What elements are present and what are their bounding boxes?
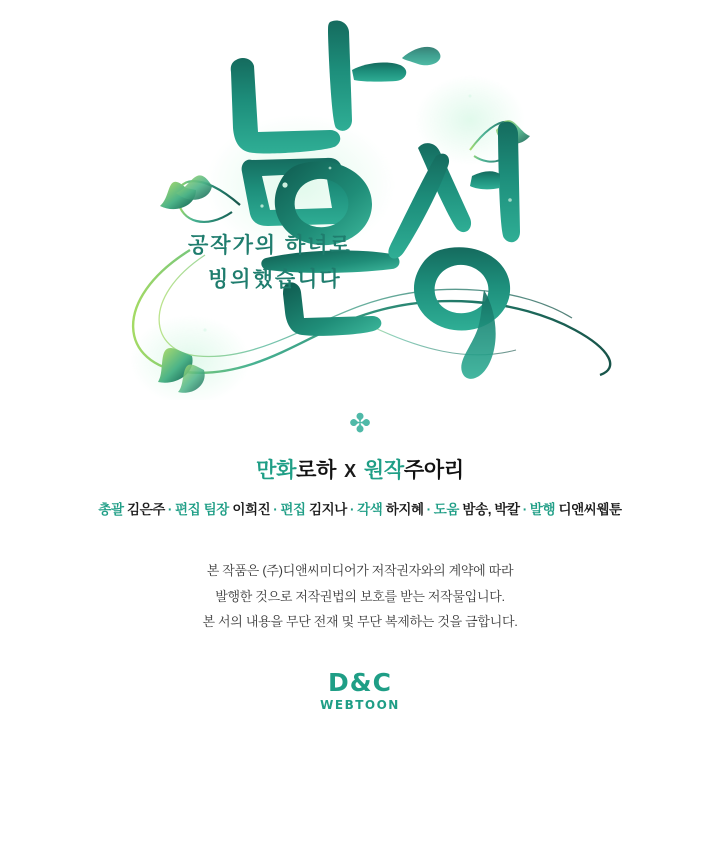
credit-sep-5: · <box>522 502 527 517</box>
credit-separator-x: X <box>344 461 356 481</box>
credit-name-edit-lead: 이희진 <box>232 502 271 517</box>
subtitle-text-line1 <box>0 400 1 401</box>
legal-line-2: 발행한 것으로 저작권법의 보호를 받는 저작물입니다. <box>215 588 505 604</box>
credit-name-manhwa: 로하 <box>296 459 337 482</box>
credit-role-manhwa: 만화 <box>256 459 297 482</box>
subtitle-text-line2 <box>0 400 1 401</box>
legal-notice <box>0 558 720 634</box>
credit-name-edit: 김지나 <box>309 502 347 517</box>
divider-ornament-icon: ✤ <box>349 408 371 438</box>
credit-name-assist: 밤송, 박칼 <box>462 502 520 517</box>
credit-role-publish: 발행 <box>529 502 556 517</box>
publisher-logo <box>0 670 720 712</box>
credit-name-adaptation: 하지혜 <box>385 502 424 517</box>
credit-role-assist: 도움 <box>433 502 460 517</box>
credits-main-line <box>0 454 720 484</box>
subtitle-line-2: 빙의했습니다 <box>208 268 342 291</box>
credit-sep-2: · <box>273 502 278 517</box>
title-artwork <box>0 0 720 400</box>
legal-line-1: 본 작품은 (주)디앤씨미디어가 저작권자와의 계약에 따라 <box>206 563 514 579</box>
credit-role-original: 원작 <box>363 459 404 482</box>
credit-name-general: 김은주 <box>126 502 165 517</box>
title-art-svg <box>0 0 720 400</box>
credits-sub-line <box>0 500 720 520</box>
credit-name-publish: 디앤씨웹툰 <box>558 502 622 517</box>
credit-name-original: 주아리 <box>403 459 464 482</box>
credit-role-adaptation: 각색 <box>357 502 383 517</box>
subtitle-line-1: 공작가의 하녀로 <box>188 234 352 257</box>
credit-sep-4: · <box>426 502 431 517</box>
credit-sep-3: · <box>349 502 355 517</box>
credit-role-edit: 편집 <box>280 502 306 517</box>
credit-role-general: 총괄 <box>98 502 124 517</box>
publisher-logo-name: D&C <box>328 668 392 698</box>
credits-block <box>0 454 720 520</box>
legal-line-3: 본 서의 내용을 무단 전재 및 무단 복제하는 것을 금합니다. <box>202 613 518 629</box>
credit-role-edit-lead: 편집 팀장 <box>175 502 229 517</box>
title-text <box>0 400 1 401</box>
credit-sep-1: · <box>167 502 173 517</box>
publisher-logo-suffix: WEBTOON <box>320 698 400 713</box>
